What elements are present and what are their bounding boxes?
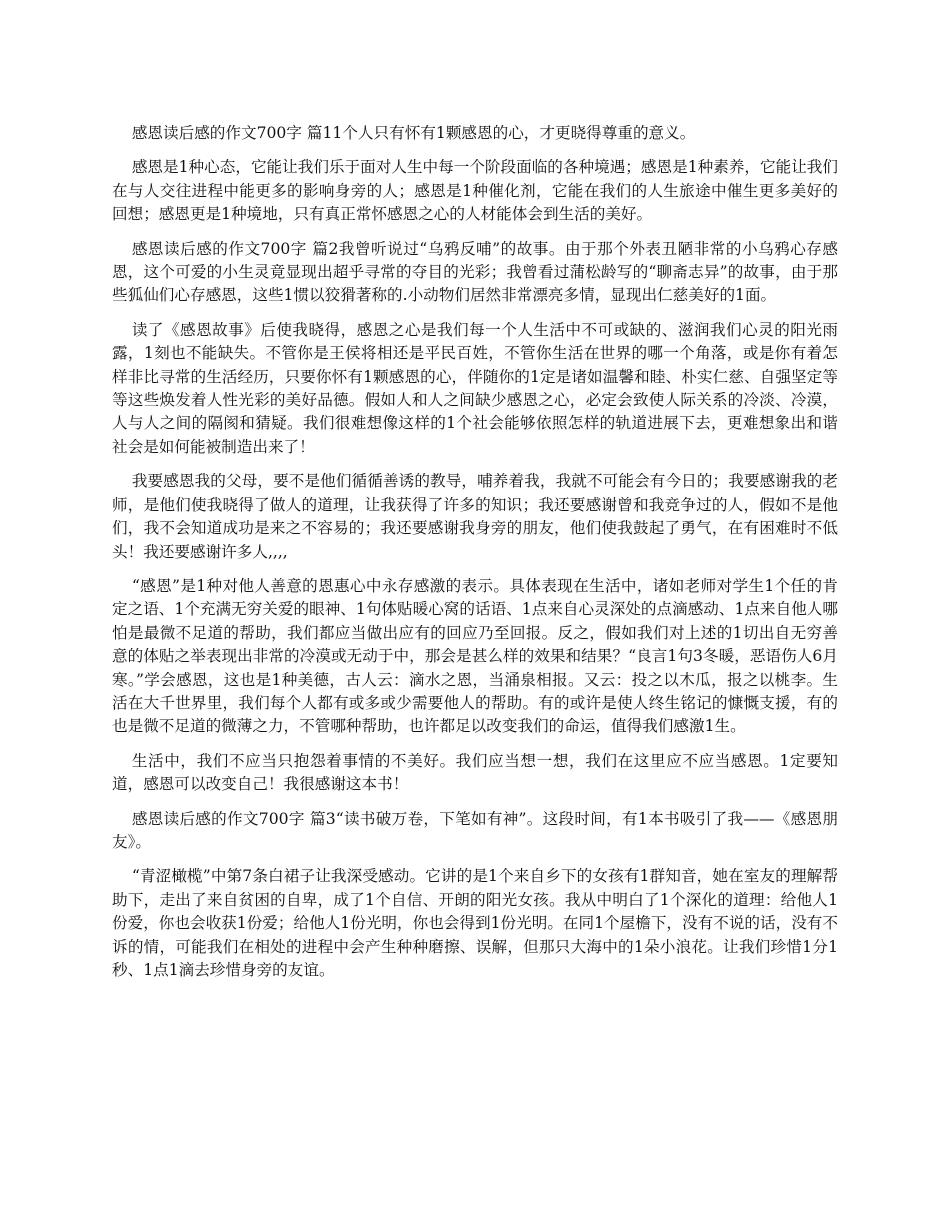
- paragraph-essay-1-intro: 感恩读后感的作文700字 篇11个人只有怀有1颗感恩的心，才更晓得尊重的意义。: [131, 124, 696, 142]
- paragraph-reading-reflection: 读了《感恩故事》后使我晓得，感恩之心是我们每一个人生活中不可或缺的、滋润我们心灵的阳光雨露，1刻也不能缺失。不管你是王侯将相还是平民百姓，不管你生活在世界的哪一个角落，或是你有着怎样非比寻常的生活经历，只要你怀有1颗感恩的心，伴随你的1定是诸如温馨和睦、朴实仁慈、自强坚定等等这些焕发着人性光彩的美好品德。假如人和人之间缺少感恩之心，必定会致使人际关系的冷淡、冷漠，人与人之间的隔阂和猜疑。我们很难想像这样的1个社会能够依照怎样的轨道进展下去，更难想象出和谐社会是如何能被制造出来了！: [112, 320, 838, 456]
- document-body: [112, 122, 838, 993]
- paragraph-thanks-list: 我要感恩我的父母，要不是他们循循善诱的教导，哺养着我，我就不可能会有今日的；我要感谢我的老师，是他们使我晓得了做人的道理，让我获得了许多的知识；我还要感谢曾和我竞争过的人，假如不是他们，我不会知道成功是来之不容易的；我还要感谢我身旁的朋友，他们使我鼓起了勇气，在有困难时不低头！我还要感谢许多人,,,,: [112, 472, 838, 561]
- paragraph-life-lesson: 生活中，我们不应当只抱怨着事情的不美好。我们应当想一想，我们在这里应不应当感恩。1定要知道，感恩可以改变自己！我很感谢这本书！: [112, 751, 838, 794]
- paragraph-white-skirt-story: “青涩橄榄”中第7条白裙子让我深受感动。它讲的是1个来自乡下的女孩有1群知音，她在室友的理解帮助下，走出了来自贫困的自卑，成了1个自信、开朗的阳光女孩。我从中明白了1个深化的道理：给他人1份爱，你也会收获1份爱；给他人1份光明，你也会得到1份光明。在同1个屋檐下，没有不说的话，没有不诉的情，可能我们在相处的进程中会产生种种磨擦、误解，但那只大海中的1朵小浪花。让我们珍惜1分1秒、1点1滴去珍惜身旁的友谊。: [112, 867, 838, 979]
- paragraph-essay-3-intro: 感恩读后感的作文700字 篇3“读书破万卷，下笔如有神”。这段时间，有1本书吸引了我——《感恩朋友》。: [112, 809, 838, 851]
- paragraph-gratitude-meaning: “感恩”是1种对他人善意的恩惠心中永存感激的表示。具体表现在生活中，诸如老师对学生1个任的肯定之语、1个充满无穷关爱的眼神、1句体贴暖心窝的话语、1点来自心灵深处的点滴感动、1点来自他人哪怕是最微不足道的帮助，我们都应当做出应有的回应乃至回报。反之，假如我们对上述的1切出自无穷善意的体贴之举表现出非常的冷漠或无动于中，那会是甚么样的效果和结果？“良言1句3冬暖，恶语伤人6月寒。”学会感恩，这也是1种美德，古人云：滴水之恩，当涌泉相报。又云：投之以木瓜，报之以桃李。生活在大千世界里，我们每个人都有或多或少需要他人的帮助。有的或许是使人终生铭记的慷慨支援，有的也是微不足道的微薄之力，不管哪种帮助，也许都足以改变我们的命运，值得我们感激1生。: [112, 576, 838, 736]
- paragraph-essay-2-intro: 感恩读后感的作文700字 篇2我曾听说过“乌鸦反哺”的故事。由于那个外表丑陋非常的小乌鸦心存感恩，这个可爱的小生灵竟显现出超乎寻常的夺目的光彩；我曾看过蒲松龄写的“聊斋志异”的故事，由于那些狐仙们心存感恩，这些1惯以狡猾著称的.小动物们居然非常漂亮多情，显现出仁慈美好的1面。: [112, 239, 838, 305]
- paragraph-gratitude-definition: 感恩是1种心态，它能让我们乐于面对人生中每一个阶段面临的各种境遇；感恩是1种素养，它能让我们在与人交往进程中能更多的影响身旁的人；感恩是1种催化剂，它能在我们的人生旅途中催生更多美好的回想；感恩更是1种境地，只有真正常怀感恩之心的人材能体会到生活的美好。: [112, 158, 838, 224]
